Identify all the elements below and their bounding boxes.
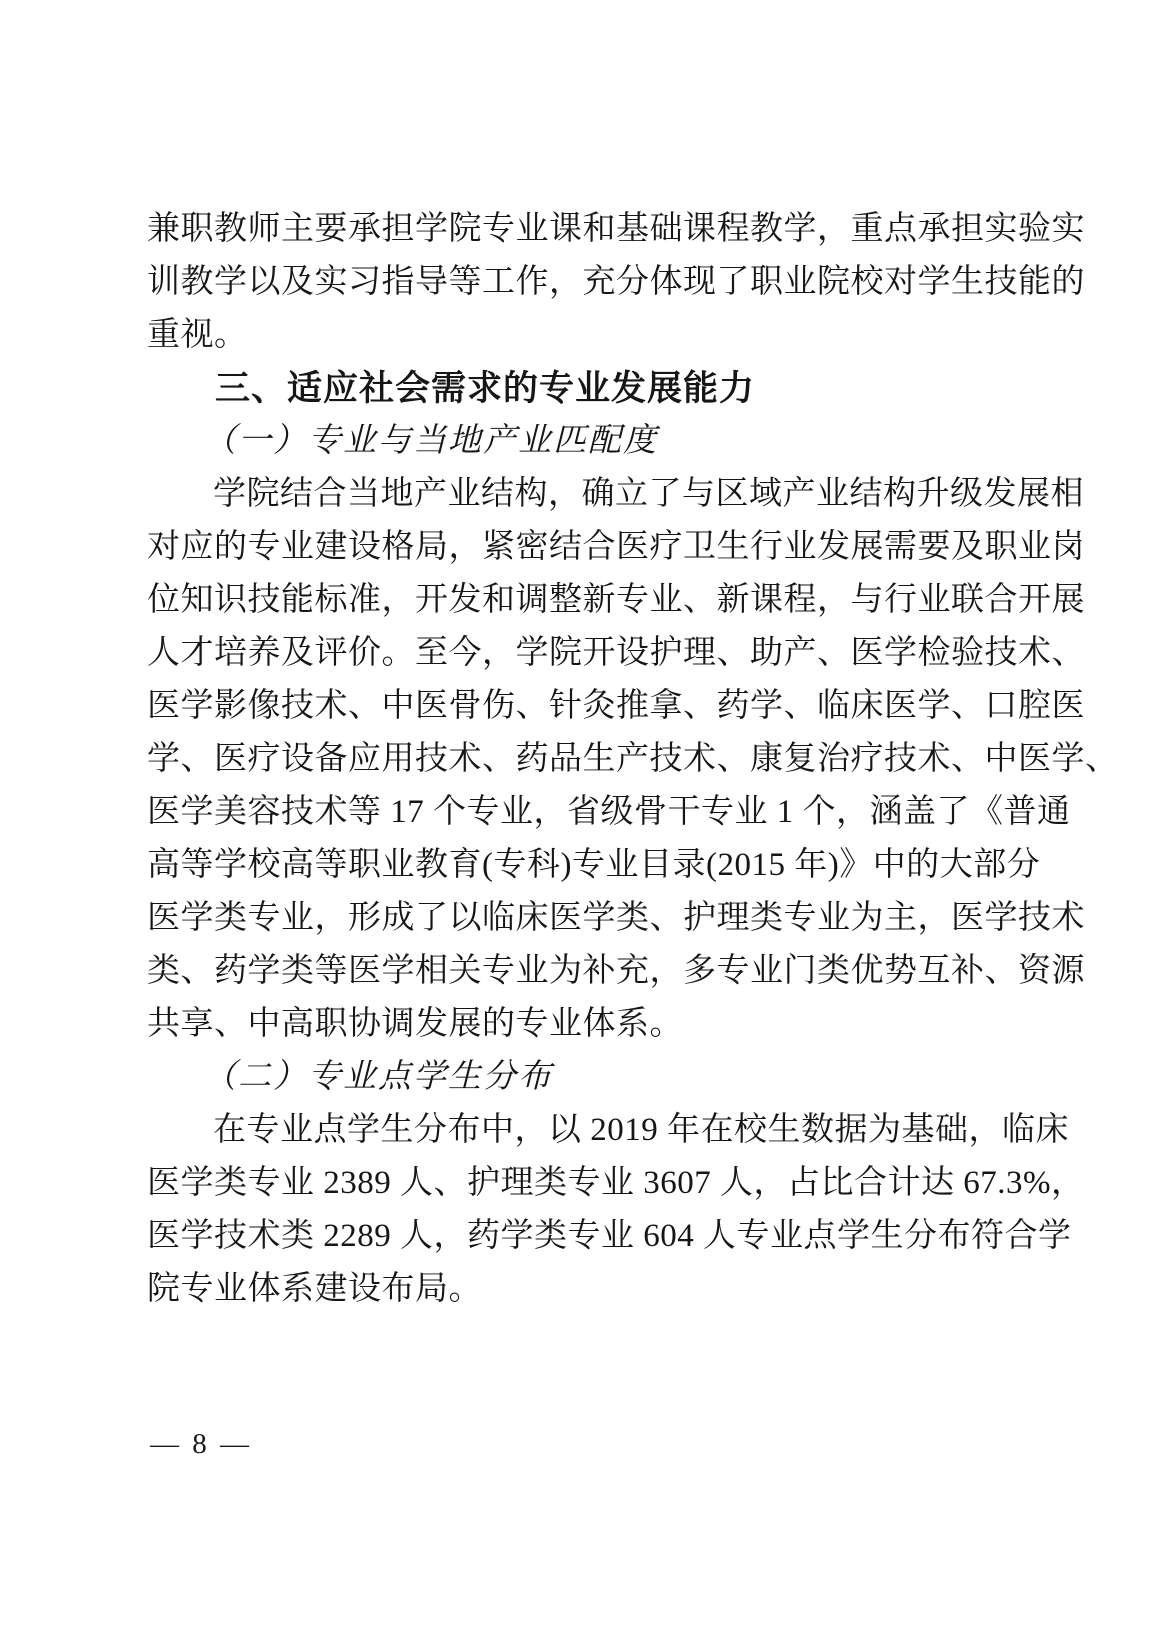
text-line: 类、药学类等医学相关专业为补充，多专业门类优势互补、资源: [147, 953, 1085, 989]
page-number: — 8 —: [150, 1428, 252, 1460]
text-line: 医学类专业，形成了以临床医学类、护理类专业为主，医学技术: [147, 900, 1085, 936]
text-line: 学、医疗设备应用技术、药品生产技术、康复治疗技术、中医学、: [147, 741, 1119, 777]
paragraph-continuation: [147, 203, 1085, 362]
content-area: [147, 203, 1119, 1316]
text-line: 兼职教师主要承担学院专业课和基础课程教学，重点承担实验实: [147, 211, 1085, 247]
text-line: 对应的专业建设格局，紧密结合医疗卫生行业发展需要及职业岗: [147, 529, 1085, 565]
text-line: 高等学校高等职业教育(专科)专业目录(2015 年)》中的大部分: [147, 847, 1041, 883]
paragraph-industry-match: [147, 468, 1119, 1051]
text-line: 医学类专业 2389 人、护理类专业 3607 人，占比合计达 67.3%，: [147, 1165, 1085, 1201]
text-line: 医学影像技术、中医骨伤、针灸推拿、药学、临床医学、口腔医: [147, 688, 1085, 724]
paragraph-student-distribution: [147, 1104, 1085, 1316]
text-line: 学院结合当地产业结构，确立了与区域产业结构升级发展相: [213, 476, 1084, 512]
section-heading: 三、适应社会需求的专业发展能力: [215, 369, 756, 408]
text-line: 医学技术类 2289 人，药学类专业 604 人专业点学生分布符合学: [147, 1218, 1072, 1254]
text-line: 共享、中高职协调发展的专业体系。: [147, 1006, 683, 1042]
text-line: 位知识技能标准，开发和调整新专业、新课程，与行业联合开展: [147, 582, 1085, 618]
text-line: 训教学以及实习指导等工作，充分体现了职业院校对学生技能的: [147, 264, 1085, 300]
text-line: 在专业点学生分布中，以 2019 年在校生数据为基础，临床: [213, 1112, 1069, 1148]
subsection-heading-1: （一）专业与当地产业匹配度: [203, 423, 658, 459]
text-line: 医学美容技术等 17 个专业，省级骨干专业 1 个，涵盖了《普通: [147, 794, 1071, 830]
text-line: 重视。: [147, 317, 248, 353]
text-line: 院专业体系建设布局。: [147, 1271, 482, 1307]
subsection-heading-2: （二）专业点学生分布: [203, 1059, 553, 1095]
text-line: 人才培养及评价。至今，学院开设护理、助产、医学检验技术、: [147, 635, 1085, 671]
